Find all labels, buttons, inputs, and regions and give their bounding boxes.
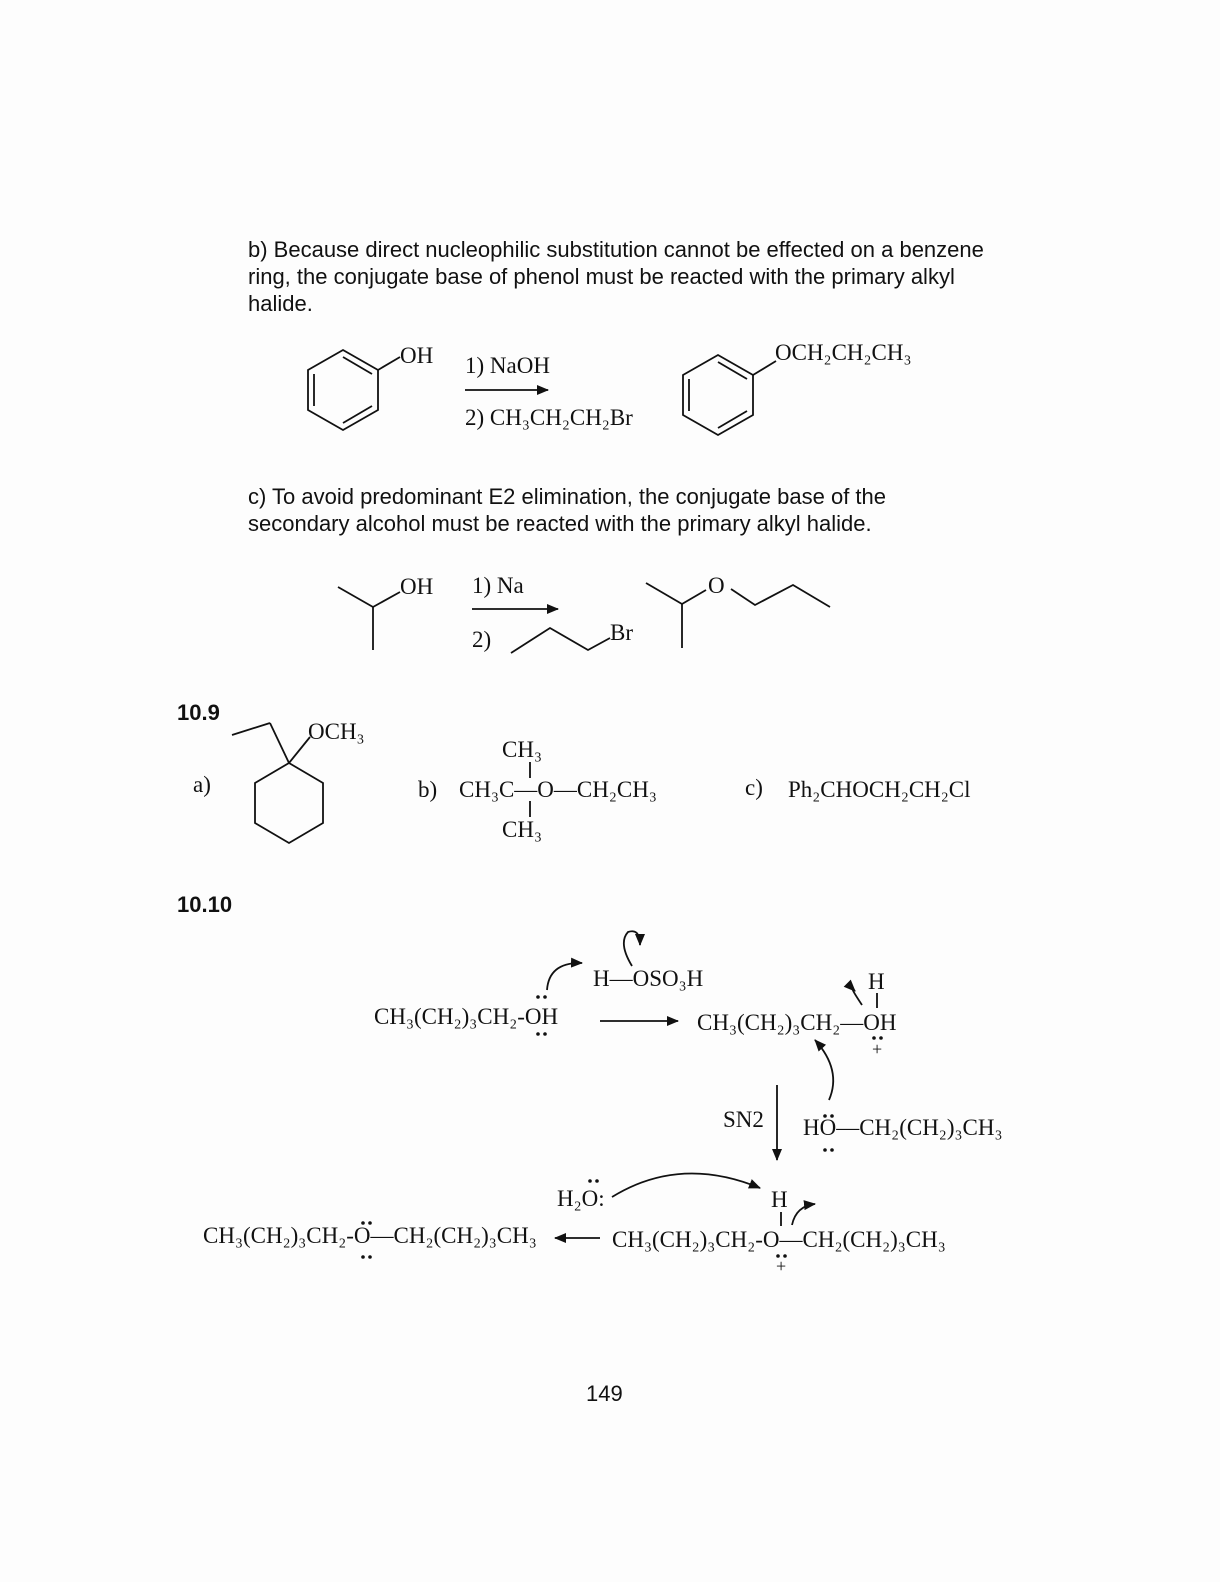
sn2-label: SN2: [723, 1107, 764, 1132]
curved-arrow-attack: [815, 1040, 833, 1100]
methyl-bottom-label: CH₃: [502, 817, 542, 842]
isopropanol-skeleton: [338, 587, 400, 650]
curved-arrow-leaving: [853, 989, 862, 1005]
curved-arrow-bond-break: [624, 931, 640, 966]
part-a-label: a): [193, 772, 211, 797]
chloroethyl-ether-formula: Ph₂CHOCH₂CH₂Cl: [788, 777, 971, 802]
sulfuric-acid-formula: H—OSO₃H: [593, 966, 704, 991]
water-formula: H₂O:: [557, 1186, 605, 1211]
reagent-step-2: 2): [472, 627, 492, 652]
positive-charge-1: +: [872, 1039, 883, 1059]
propyl-bromide-skeleton: [511, 628, 610, 653]
pentanol-formula: CH₃(CH₂)₃CH₂-OH: [374, 1004, 559, 1029]
benzene-ring-ether: [683, 355, 776, 435]
benzene-ring-phenol: [308, 350, 400, 430]
curved-arrow-lone-pair: [547, 963, 582, 990]
isopropanol-oh-label: OH: [400, 574, 434, 599]
reagent-propyl-bromide: 2) CH₃CH₂CH₂Br: [465, 405, 633, 430]
reagent-naoh: 1) NaOH: [465, 353, 550, 378]
protonated-h-label: H: [868, 969, 885, 994]
part-c-label: c): [745, 775, 763, 800]
problem-number-10-10: 10.10: [177, 892, 233, 917]
problem-number-10-9: 10.9: [177, 700, 220, 725]
bromine-label: Br: [610, 620, 633, 645]
reagent-sodium: 1) Na: [472, 573, 524, 598]
curved-arrow-water: [612, 1173, 760, 1197]
propoxy-group-label: OCH₂CH₂CH₃: [775, 340, 912, 365]
page-number: 149: [586, 1381, 623, 1406]
oxonium-ion-formula: CH₃(CH₂)₃CH₂-O—CH₂(CH₂)₃CH₃: [612, 1227, 946, 1252]
phenol-oh-label: OH: [400, 343, 434, 368]
tert-butyl-ethyl-ether-formula: CH₃C—O—CH₂CH₃: [459, 777, 657, 802]
nucleophile-pentanol-formula: HO—CH₂(CH₂)₃CH₃: [803, 1115, 1003, 1140]
protonated-alcohol-formula: CH₃(CH₂)₃CH₂—OH: [697, 1010, 897, 1035]
part-b-label: b): [418, 777, 438, 802]
methoxy-group-label: OCH₃: [308, 719, 365, 744]
ether-oxygen-label: O: [708, 573, 725, 598]
curved-arrow-deprotonation: [792, 1204, 815, 1225]
dipentyl-ether-formula: CH₃(CH₂)₃CH₂-O—CH₂(CH₂)₃CH₃: [203, 1223, 537, 1248]
positive-charge-2: +: [776, 1256, 787, 1276]
oxonium-h-label: H: [771, 1187, 788, 1212]
paragraph-c: c) To avoid predominant E2 elimination, the conjugate base of the secondary alcohol must be reacted with the primary alkyl halide.: [248, 484, 886, 536]
isopropyl-propyl-ether-skeleton: [646, 583, 830, 648]
methyl-top-label: CH₃: [502, 737, 542, 762]
paragraph-b: b) Because direct nucleophilic substitution cannot be effected on a benzene ring, the conjugate base of phenol must be reacted with the primary alkyl halide.: [248, 237, 984, 316]
